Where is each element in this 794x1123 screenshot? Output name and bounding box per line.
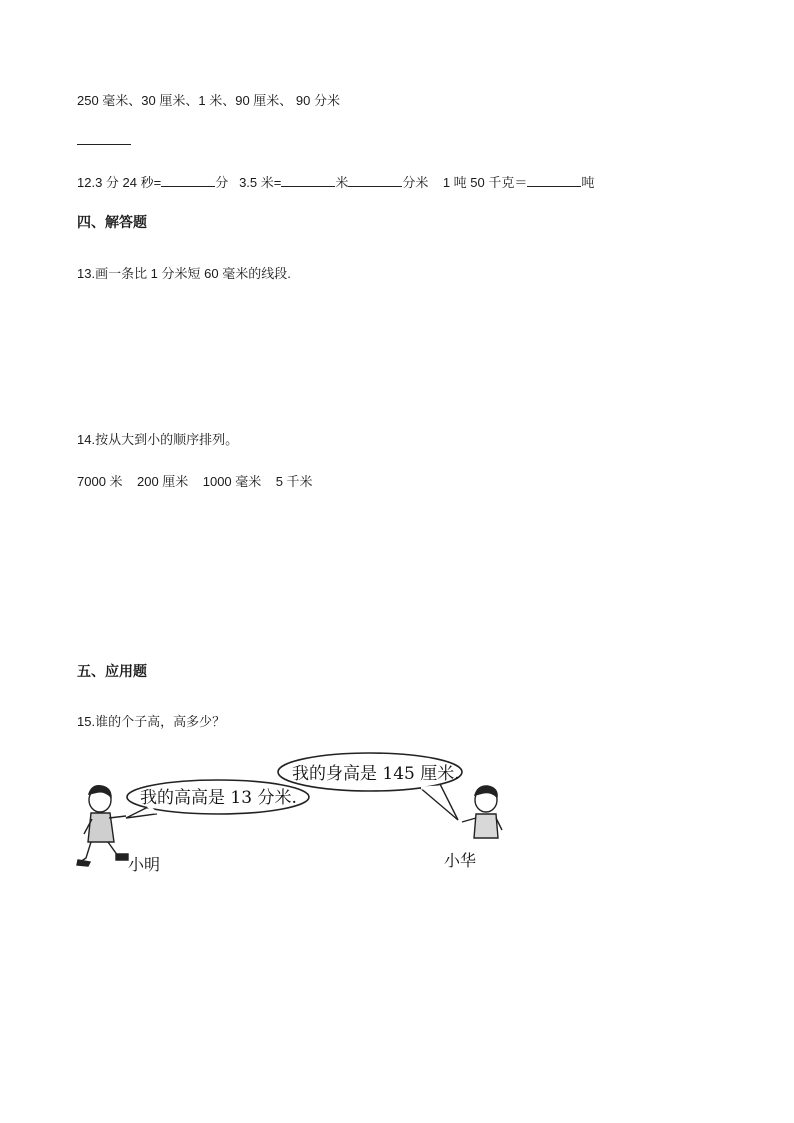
q11-options: 250 毫米、30 厘米、1 米、90 厘米、 90 分米 bbox=[77, 93, 340, 108]
q15-illustration bbox=[78, 750, 518, 880]
bubble-left-text: 我的高高是 13 分米. bbox=[140, 788, 297, 808]
section-heading-4: 四、解答题 bbox=[77, 214, 147, 230]
answer-blank bbox=[281, 174, 335, 187]
q12-unit4: 吨 bbox=[581, 175, 595, 190]
q13-question: 13.画一条比 1 分米短 60 毫米的线段. bbox=[77, 266, 291, 281]
q12-part3: 1 吨 50 千克＝ bbox=[442, 175, 528, 190]
name-right: 小华 bbox=[444, 851, 477, 870]
q12-unit3: 分米 bbox=[402, 175, 429, 190]
section-heading-5: 五、应用题 bbox=[77, 663, 147, 679]
q12-question bbox=[77, 172, 594, 191]
speech-illustration bbox=[78, 750, 518, 880]
boy-right-figure bbox=[462, 786, 502, 838]
answer-blank bbox=[348, 174, 402, 187]
boy-left-figure bbox=[77, 786, 128, 866]
name-left: 小明 bbox=[128, 855, 161, 874]
q12-unit2: 米 bbox=[335, 175, 349, 190]
q12-unit1: 分 bbox=[215, 175, 229, 190]
q14-question: 14.按从大到小的顺序排列。 bbox=[77, 432, 239, 447]
q12-prefix: 12.3 分 24 秒= bbox=[77, 175, 162, 190]
q15-question: 15.谁的个子高，高多少？ bbox=[77, 714, 226, 729]
answer-blank bbox=[527, 174, 581, 187]
answer-blank bbox=[77, 144, 131, 145]
bubble-right-text: 我的身高是 145 厘米. bbox=[292, 764, 460, 784]
q12-part2: 3.5 米= bbox=[239, 175, 282, 190]
answer-blank bbox=[161, 174, 215, 187]
q14-items: 7000 米 200 厘米 1000 毫米 5 千米 bbox=[77, 474, 313, 489]
